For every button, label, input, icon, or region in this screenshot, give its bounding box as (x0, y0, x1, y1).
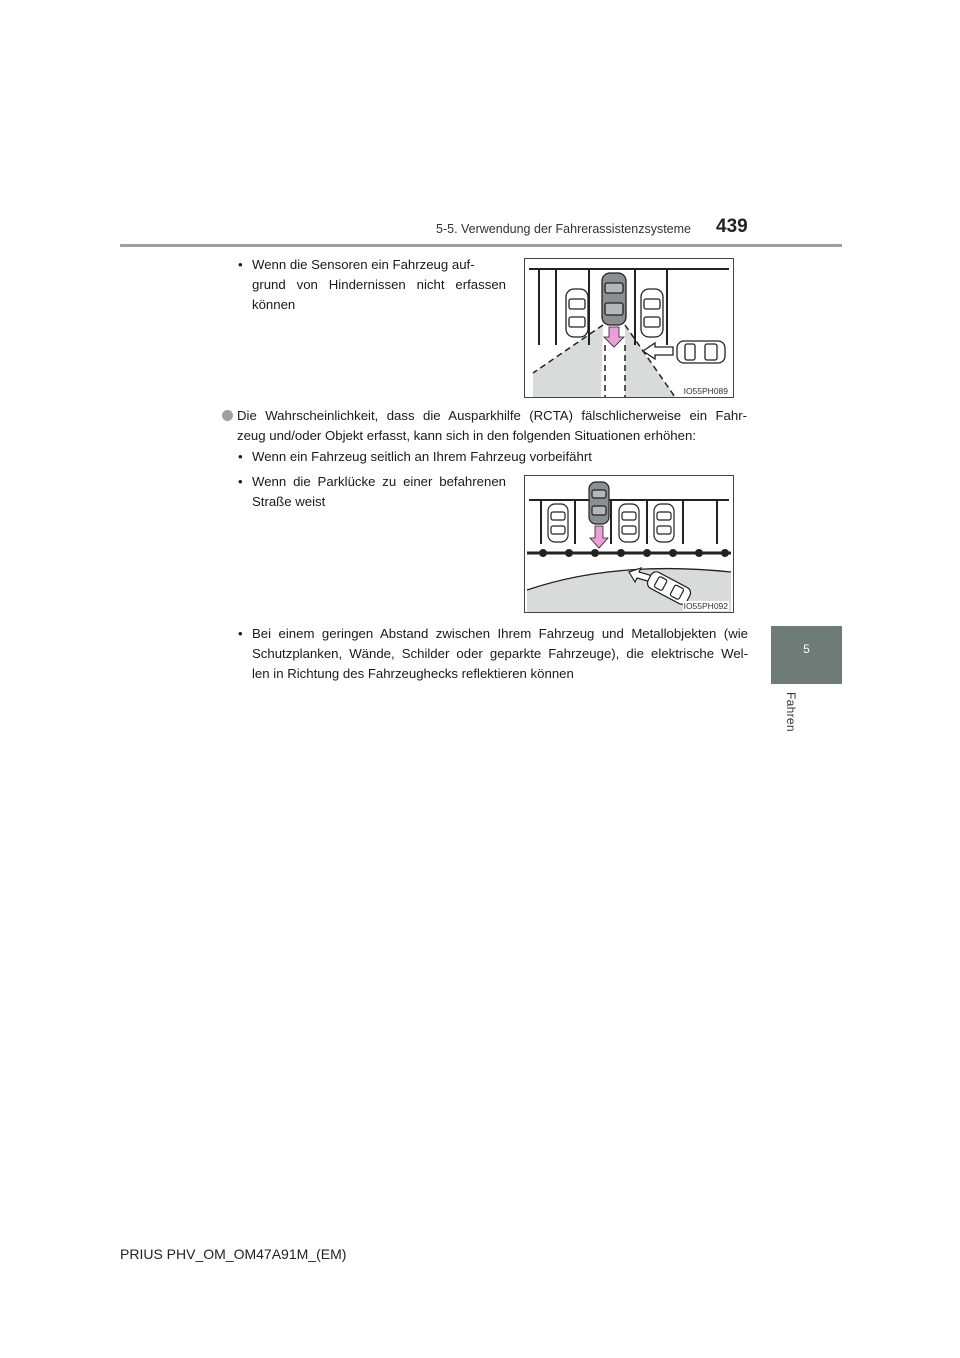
header-section-title: 5-5. Verwendung der Fahrerassistenzsysteme (436, 222, 691, 236)
item4-line3: len in Richtung des Fahrzeughecks reflektieren können (252, 666, 574, 681)
figure-code: IO55PH092 (683, 601, 728, 611)
bullet-dot: • (238, 626, 243, 641)
figure-busy-road (524, 475, 734, 613)
chapter-number: 5 (803, 642, 810, 656)
item1-line1: Wenn die Sensoren ein Fahrzeug auf- (252, 257, 475, 272)
circle-bullet-icon (222, 410, 233, 421)
bullet-item-sensor-obstacles (238, 255, 506, 315)
bullet-item-busy-road (238, 472, 506, 512)
figure-busy-road-svg (525, 476, 733, 612)
figure-code: IO55PH089 (683, 386, 728, 396)
item1-line3: können (252, 297, 296, 312)
bullet-item-metal-objects (238, 624, 748, 684)
page-number: 439 (716, 216, 748, 237)
item3-line1: Wenn die Parklücke zu einer befahrenen (252, 474, 506, 489)
para-line1: Die Wahrscheinlichkeit, dass die Ausparkhilfe (RCTA) fälschlicherweise ein Fahr- (237, 408, 747, 423)
bullet-dot: • (238, 449, 243, 464)
figure-parking-obstacle-svg (525, 259, 733, 397)
footer-doc-id: PRIUS PHV_OM_OM47A91M_(EM) (120, 1246, 347, 1262)
chapter-tab (771, 626, 842, 684)
item4-line2: Schutzplanken, Wände, Schilder oder geparkte Fahrzeuge), die elektrische Wel- (252, 646, 748, 661)
para-line2: zeug und/oder Objekt erfasst, kann sich in den folgenden Situationen erhöhen: (237, 428, 696, 443)
chapter-label: Fahren (784, 692, 798, 732)
item1-line2: grund von Hindernissen nicht erfassen (252, 277, 506, 292)
header-rule (120, 244, 842, 247)
figure-parking-obstacle (524, 258, 734, 398)
item2-text: Wenn ein Fahrzeug seitlich an Ihrem Fahrzeug vorbeifährt (252, 449, 592, 464)
item4-line1: Bei einem geringen Abstand zwischen Ihrem Fahrzeug und Metallobjekten (wie (252, 626, 748, 641)
paragraph-false-detection (222, 406, 747, 446)
bullet-dot: • (238, 474, 243, 489)
item3-line2: Straße weist (252, 494, 326, 509)
bullet-item-passing-vehicle (238, 447, 748, 467)
bullet-dot: • (238, 257, 243, 272)
